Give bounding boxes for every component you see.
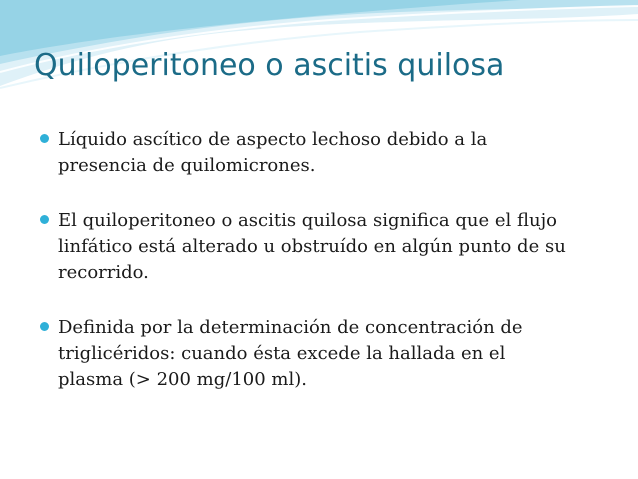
bullet-item bbox=[40, 315, 608, 393]
bullet-dot-icon bbox=[40, 127, 58, 143]
bullet-dot-icon bbox=[40, 208, 58, 224]
slide-title: Quiloperitoneo o ascitis quilosa bbox=[34, 48, 505, 83]
bullet-dot-icon bbox=[40, 315, 58, 331]
bullet-text: Líquido ascítico de aspecto lechoso debido a la presencia de quilomicrones. bbox=[58, 129, 488, 176]
bullet-item bbox=[40, 127, 608, 179]
bullet-text: Definida por la determinación de concentración de triglicéridos: cuando ésta excede la hallada en el plasma (> 200 mg/100 ml). bbox=[58, 317, 523, 390]
bullet-item bbox=[40, 208, 608, 286]
bullet-list bbox=[40, 127, 608, 422]
bullet-text: El quiloperitoneo o ascitis quilosa significa que el flujo linfático está alterado u obstruído en algún punto de su recorrido. bbox=[58, 210, 566, 283]
